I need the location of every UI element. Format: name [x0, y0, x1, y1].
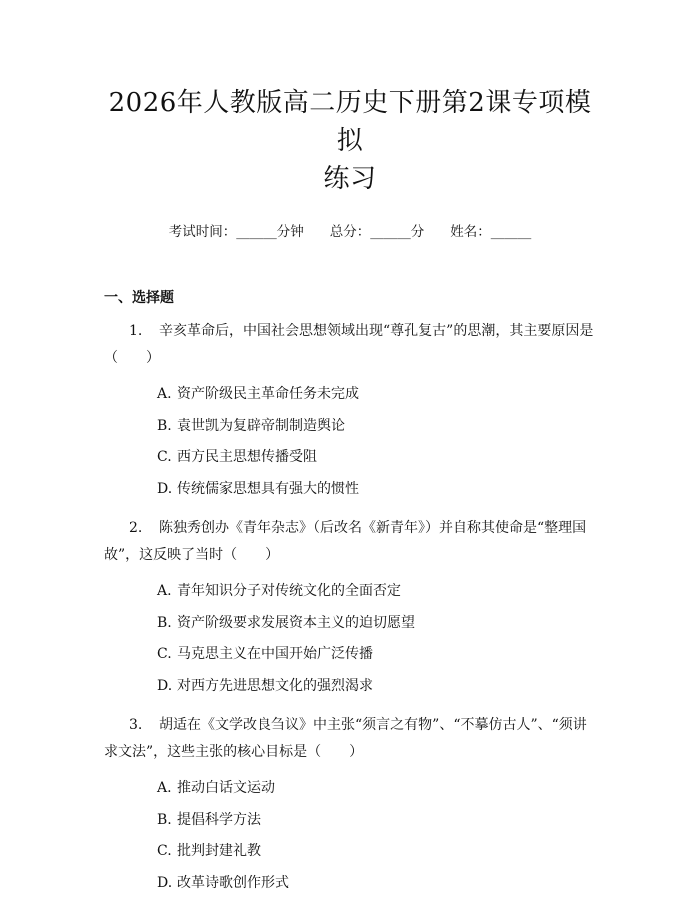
- option-text: 资产阶级民主革命任务未完成: [177, 386, 359, 402]
- document-title: [104, 0, 596, 198]
- total-score-unit: 分: [410, 224, 425, 240]
- question-1: [104, 318, 596, 505]
- question-text: 胡适在《文学改良刍议》中主张“须言之有物”、“不摹仿古人”、“须讲求文法”，这些主张的核心目标是（ ）: [104, 717, 587, 760]
- question-stem: [104, 318, 596, 372]
- question-stem: [104, 515, 596, 569]
- option-c: [104, 639, 596, 671]
- option-b: [104, 608, 596, 640]
- option-text: 传统儒家思想具有强大的惯性: [177, 480, 359, 497]
- question-number: 1.: [129, 323, 143, 339]
- option-letter: C.: [157, 449, 172, 465]
- student-name-blank: ______: [490, 224, 532, 240]
- option-b: [104, 805, 596, 837]
- option-letter: B.: [157, 811, 172, 828]
- exam-time-blank: ______: [236, 224, 277, 240]
- option-letter: A.: [157, 386, 172, 402]
- question-text: 陈独秀创办《青年杂志》（后改名《新青年》）并自称其使命是“整理国故”，这反映了当时（ ）: [104, 520, 587, 563]
- option-letter: B.: [157, 417, 172, 434]
- option-text: 袁世凯为复辟帝制制造舆论: [177, 417, 345, 434]
- option-list: [104, 576, 596, 702]
- total-score-label: 总分：: [329, 224, 371, 240]
- option-list: [104, 379, 596, 505]
- option-letter: D.: [157, 480, 173, 497]
- option-letter: A.: [157, 780, 172, 796]
- option-text: 青年知识分子对传统文化的全面否定: [177, 583, 401, 599]
- option-a: [104, 379, 596, 411]
- option-text: 推动白话文运动: [177, 780, 275, 796]
- total-score-blank: ______: [370, 224, 411, 240]
- option-text: 提倡科学方法: [177, 811, 261, 828]
- option-text: 马克思主义在中国开始广泛传播: [177, 646, 373, 662]
- option-d: [104, 474, 596, 506]
- option-text: 西方民主思想传播受阻: [177, 449, 317, 465]
- option-c: [104, 836, 596, 868]
- option-c: [104, 442, 596, 474]
- section-heading: 一、选择题: [104, 290, 174, 306]
- question-number: 3.: [129, 717, 143, 733]
- option-letter: C.: [157, 646, 172, 662]
- student-name-label: 姓名：: [450, 224, 491, 240]
- question-2: [104, 515, 596, 702]
- question-3: [104, 712, 596, 899]
- option-a: [104, 773, 596, 805]
- option-letter: A.: [157, 583, 172, 599]
- exam-info-line: [104, 222, 596, 242]
- option-a: [104, 576, 596, 608]
- option-d: [104, 671, 596, 703]
- exam-time-label: 考试时间：: [168, 224, 237, 240]
- question-stem: [104, 712, 596, 766]
- option-text: 对西方先进思想文化的强烈渴求: [177, 677, 373, 694]
- option-text: 批判封建礼教: [177, 843, 261, 859]
- option-text: 资产阶级要求发展资本主义的迫切愿望: [177, 614, 415, 631]
- option-b: [104, 411, 596, 443]
- option-letter: C.: [157, 843, 172, 859]
- exam-time-unit: 分钟: [276, 224, 304, 240]
- question-text: 辛亥革命后，中国社会思想领域出现“尊孔复古”的思潮，其主要原因是（ ）: [104, 323, 594, 366]
- option-text: 改革诗歌创作形式: [177, 874, 289, 891]
- option-letter: D.: [157, 677, 173, 694]
- question-number: 2.: [129, 520, 143, 536]
- title-line-1: 2026年人教版高二历史下册第2课专项模拟: [108, 88, 592, 156]
- option-letter: B.: [157, 614, 172, 631]
- option-d: [104, 868, 596, 900]
- title-line-2: 练习: [323, 164, 377, 194]
- option-letter: D.: [157, 874, 173, 891]
- option-list: [104, 773, 596, 899]
